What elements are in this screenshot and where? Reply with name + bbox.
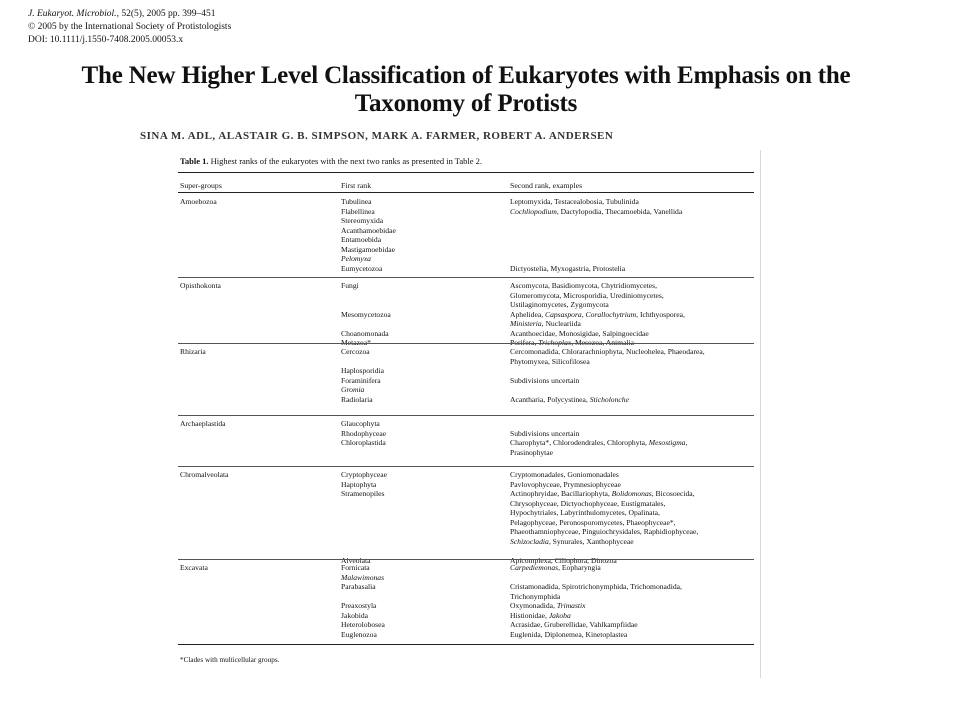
second-rank-line	[510, 546, 756, 556]
second-rank-line: Subdivisions uncertain	[510, 375, 580, 385]
second-rank-cell	[510, 197, 756, 273]
first-rank-line: Mesomycetozoa	[341, 309, 391, 319]
first-rank-line: Gromia	[341, 385, 365, 394]
table-top-rule	[178, 172, 754, 173]
second-rank-line	[510, 573, 756, 583]
super-group-cell	[180, 419, 340, 429]
super-group-cell	[180, 563, 340, 573]
second-rank-line	[510, 245, 756, 255]
first-rank-cell	[341, 347, 501, 404]
second-rank-line: Charophyta*, Chlorodendrales, Chlorophyta, Mesostigma,	[510, 438, 688, 447]
first-rank-line: Choanomonada	[341, 328, 389, 338]
second-rank-line: Euglenida, Diplonemea, Kinetoplastea	[510, 629, 628, 639]
first-rank-cell	[341, 197, 501, 273]
row-divider	[178, 466, 754, 467]
title-line-1: The New Higher Level Classification of Eukaryotes with Emphasis on the	[81, 62, 851, 89]
first-rank-line	[341, 291, 501, 301]
first-rank-line: Tubulinea	[341, 197, 372, 206]
super-group-cell	[180, 470, 340, 480]
super-group-name: Opisthokonta	[180, 281, 221, 290]
doi-line: DOI: 10.1111/j.1550-7408.2005.00053.x	[28, 35, 184, 45]
authors-cropped	[140, 130, 780, 145]
super-group-cell	[180, 347, 340, 357]
second-rank-line: Trichonymphida	[510, 591, 561, 601]
first-rank-line	[341, 527, 501, 537]
row-divider	[178, 343, 754, 344]
header-super-groups: Super-groups	[180, 181, 222, 190]
first-rank-line: Chloroplastida	[341, 438, 386, 447]
first-rank-line: Stereomyxida	[341, 216, 384, 225]
second-rank-cell	[510, 419, 756, 457]
first-rank-line: Radiolaria	[341, 394, 373, 404]
second-rank-line: Acrasidae, Gruberellidae, Vahlkampfiidae	[510, 620, 638, 629]
super-group-name: Amoebozoa	[180, 197, 217, 206]
table-caption	[180, 156, 482, 166]
first-rank-line: Eumycetozoa	[341, 263, 383, 273]
authors-text: SINA M. ADL, ALASTAIR G. B. SIMPSON, MARK A. FARMER, ROBERT A. ANDERSEN	[140, 130, 614, 142]
row-divider	[178, 277, 754, 278]
super-group-name: Chromalveolata	[180, 470, 229, 479]
second-rank-line	[510, 419, 756, 429]
first-rank-cell	[341, 563, 501, 639]
second-rank-line: Oxymonadida, Trimastix	[510, 601, 586, 610]
second-rank-line	[510, 254, 756, 264]
second-rank-line: Ustilaginomycetes, Zygomycota	[510, 300, 609, 309]
table-footnote: *Clades with multicellular groups.	[180, 656, 280, 664]
header-bottom-rule	[178, 192, 754, 193]
first-rank-line: Entamoebida	[341, 235, 382, 244]
second-rank-line: Aphelidea, Capsaspora, Corallochytrium, Ichthyosporea,	[510, 309, 685, 319]
first-rank-line: Cercozoa	[341, 347, 370, 356]
second-rank-line: Glomeromycota, Microsporidia, Urediniomycetes,	[510, 290, 664, 300]
first-rank-line: Metazoa*	[341, 338, 371, 347]
table-1	[172, 150, 761, 678]
second-rank-line: Actinophryidae, Bacillariophyta, Bolidomonas, Bicosoecida,	[510, 489, 695, 498]
second-rank-line: Porifera, Trichoplax, Mesozoa, Animalia	[510, 338, 635, 347]
first-rank-line	[341, 592, 501, 602]
first-rank-line: Pelomyxa	[341, 254, 371, 263]
second-rank-cell	[510, 347, 756, 404]
second-rank-line: Leptomyxida, Testacealobosia, Tubulinida	[510, 197, 639, 206]
row-divider	[178, 415, 754, 416]
second-rank-line: Acanthoecidae, Monosigidae, Salpingoecidae	[510, 328, 649, 338]
first-rank-line: Heterolobosea	[341, 620, 385, 629]
row-divider	[178, 559, 754, 560]
journal-volume-pages: , 52(5), 2005 pp. 399–451	[116, 9, 216, 19]
first-rank-line	[341, 319, 501, 329]
citation-block	[28, 8, 231, 47]
second-rank-line: Histionidae, Jakoba	[510, 610, 571, 620]
super-group-cell	[180, 281, 340, 291]
second-rank-line: Ministeria, Nucleariida	[510, 319, 581, 328]
first-rank-line	[341, 537, 501, 547]
second-rank-line: Subdivisions uncertain	[510, 428, 580, 438]
second-rank-line: Hypochytriales, Labyrinthulomycetes, Opalinata,	[510, 508, 660, 517]
first-rank-line: Haptophyta	[341, 479, 377, 489]
second-rank-line: Apicomplexa, Ciliophora, Dinozoa	[510, 555, 617, 565]
first-rank-line: Fungi	[341, 281, 359, 290]
first-rank-line	[341, 508, 501, 518]
title-line-2: Taxonomy of Protists	[354, 90, 578, 117]
second-rank-line: Ascomycota, Basidiomycota, Chytridiomycetes,	[510, 281, 657, 290]
second-rank-line	[510, 366, 756, 376]
second-rank-line: Prasinophytae	[510, 447, 554, 457]
first-rank-line	[341, 546, 501, 556]
header-first-rank: First rank	[341, 181, 372, 190]
header-second-rank: Second rank, examples	[510, 181, 583, 190]
citation-journal-line	[28, 8, 231, 21]
second-rank-line	[510, 226, 756, 236]
first-rank-line: Euglenozoa	[341, 629, 377, 639]
first-rank-line: Cryptophyceae	[341, 470, 387, 479]
second-rank-line: Chrysophyceae, Dictyochophyceae, Eustigmatales,	[510, 498, 666, 508]
first-rank-line	[341, 499, 501, 509]
second-rank-line: Schizocladia, Synurales, Xanthophyceae	[510, 536, 634, 546]
second-rank-line: Pavlovophyceae, Prymnesiophyceae	[510, 479, 621, 489]
first-rank-line: Alveolata	[341, 555, 371, 565]
second-rank-line: Cercomonadida, Chlorarachniophyta, Nucleohelea, Phaeodarea,	[510, 347, 705, 356]
super-group-name: Excavata	[180, 563, 208, 572]
first-rank-line: Mastigamoebidae	[341, 244, 395, 254]
second-rank-cell	[510, 470, 756, 565]
first-rank-line	[341, 300, 501, 310]
second-rank-line: Cristamonadida, Spirotrichonymphida, Trichomonadida,	[510, 582, 682, 591]
first-rank-line: Parabasalia	[341, 582, 376, 591]
first-rank-line: Haplosporidia	[341, 366, 385, 375]
second-rank-line: Acantharia, Polycystinea, Sticholonche	[510, 394, 629, 404]
first-rank-line: Rhodophyceae	[341, 428, 387, 438]
second-rank-cell	[510, 563, 756, 639]
first-rank-line: Glaucophyta	[341, 419, 380, 428]
second-rank-line	[510, 235, 756, 245]
copyright-line: © 2005 by the International Society of Protistologists	[28, 22, 232, 32]
second-rank-line: Carpediemonas, Eopharyngia	[510, 563, 601, 572]
first-rank-line	[341, 448, 501, 458]
first-rank-line: Foraminifera	[341, 375, 381, 385]
second-rank-cell	[510, 281, 756, 348]
first-rank-line: Flabellinea	[341, 206, 375, 216]
table-caption-label: Table 1.	[180, 156, 209, 166]
first-rank-line: Acanthamoebidae	[341, 225, 396, 235]
second-rank-line: Dictyostelia, Myxogastria, Protostelia	[510, 263, 626, 273]
first-rank-line	[341, 357, 501, 367]
super-group-cell	[180, 197, 340, 207]
paper-title	[40, 62, 892, 118]
first-rank-cell	[341, 281, 501, 348]
first-rank-line	[341, 518, 501, 528]
first-rank-line: Jakobida	[341, 610, 368, 620]
first-rank-line: Malawimonas	[341, 572, 385, 582]
second-rank-line: Cochliopodium, Dactylopodia, Thecamoebida, Vanellida	[510, 206, 683, 216]
table-caption-text: Highest ranks of the eukaryotes with the next two ranks as presented in Table 2.	[210, 156, 483, 166]
first-rank-cell	[341, 419, 501, 457]
second-rank-line: Phytomyxea, Silicofilosea	[510, 356, 590, 366]
first-rank-line: Stramenopiles	[341, 489, 385, 498]
table-bottom-rule	[178, 644, 754, 645]
first-rank-cell	[341, 470, 501, 565]
second-rank-line: Phaeothamniophyceae, Pinguiochrysidales, Raphidiophyceae,	[510, 527, 699, 536]
second-rank-line	[510, 216, 756, 226]
second-rank-line	[510, 385, 756, 395]
first-rank-line: Fornicata	[341, 563, 370, 572]
journal-name: J. Eukaryot. Microbiol.	[28, 9, 117, 19]
second-rank-line: Pelagophyceae, Peronosporomycetes, Phaeophyceae*,	[510, 517, 676, 527]
second-rank-line: Cryptomonadales, Goniomonadales	[510, 470, 619, 479]
super-group-name: Archaeplastida	[180, 419, 226, 428]
first-rank-line: Preaxostyla	[341, 601, 377, 610]
super-group-name: Rhizaria	[180, 347, 206, 356]
